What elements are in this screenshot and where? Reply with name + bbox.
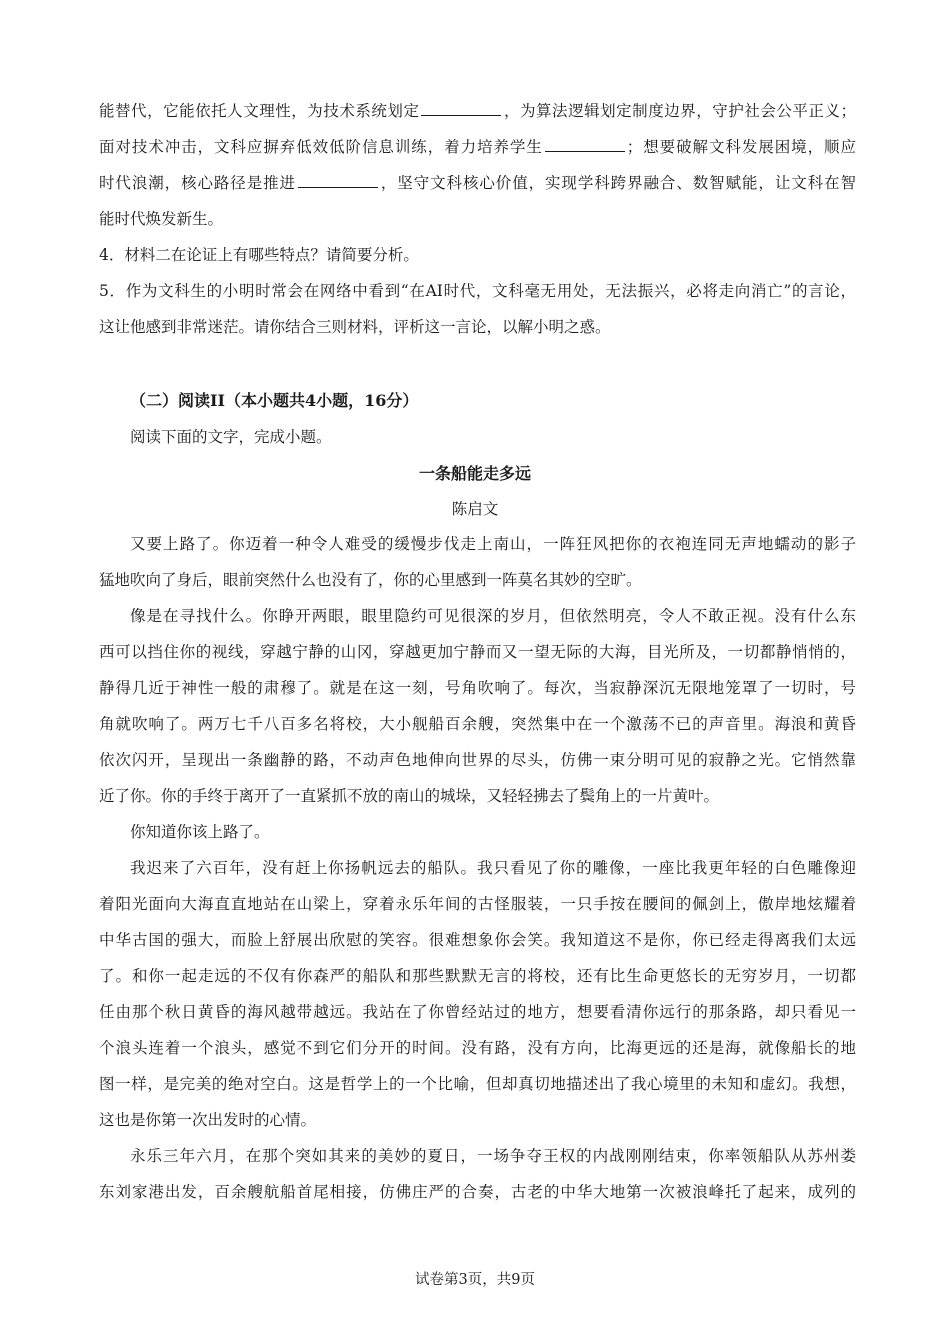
- page-footer: 试卷第3页，共9页: [415, 1272, 535, 1288]
- section-instruction: 阅读下面的文字，完成小题。: [130, 428, 332, 446]
- article-p4-line: 了。和你一起走远的不仅有你森严的船队和那些默默无言的将校，还有比生命更悠长的无穷岁月，一切都: [99, 967, 856, 985]
- fill-blank-2: [545, 137, 625, 152]
- section-title: （二）阅读II（本小题共4小题，16分）: [130, 391, 419, 410]
- article-body: [99, 526, 856, 1210]
- question-5: 5．作为文科生的小明时常会在网络中看到“在AI时代，文科毫无用处，无法振兴，必将走向消亡”的言论， 这让他感到非常迷茫。请你结合三则材料，评析这一言论，以解小明之惑。: [99, 282, 856, 336]
- article-p4-line: 图一样，是完美的绝对空白。这是哲学上的一个比喻，但却真切地描述出了我心境里的未知和虚幻。我想，: [99, 1075, 856, 1093]
- article-p5-line: 东刘家港出发，百余艘航船首尾相接，仿佛庄严的合奏，古老的中华大地第一次被浪峰托了起来，成列的: [99, 1183, 856, 1201]
- continuation-line-1: 能替代，它能依托人文理性，为技术系统划定 ，为算法逻辑划定制度边界，守护社会公平正义；: [99, 102, 856, 120]
- article-p5-line: 永乐三年六月，在那个突如其来的美妙的夏日，一场争夺王权的内战刚刚结束，你率领船队从苏州娄: [130, 1147, 856, 1165]
- article-author: 陈启文: [451, 500, 499, 518]
- fill-blank-3: [298, 173, 378, 188]
- article-p1-line: 又要上路了。你迈着一种令人难受的缓慢步伐走上南山，一阵狂风把你的衣袍连同无声地蠕动的影子: [130, 535, 856, 553]
- article-p2-line: 像是在寻找什么。你睁开两眼，眼里隐约可见很深的岁月，但依然明亮，令人不敢正视。没有什么东: [130, 607, 856, 625]
- continuation-paragraph: [99, 93, 856, 237]
- article-p2-line: 静得几近于神性一般的肃穆了。就是在这一刻，号角吹响了。每次，当寂静深沉无限地笼罩了一切时，号: [99, 679, 856, 697]
- article-p2-line: 角就吹响了。两万七千八百多名将校，大小舰船百余艘，突然集中在一个激荡不已的声音里。海浪和黄昏: [99, 715, 856, 733]
- question-4: 4．材料二在论证上有哪些特点？请简要分析。: [99, 246, 419, 264]
- fill-blank-1: [421, 101, 501, 116]
- article-p4-line: 我迟来了六百年，没有赶上你扬帆远去的船队。我只看见了你的雕像，一座比我更年轻的白色雕像迎: [130, 859, 856, 877]
- article-p4-line: 任由那个秋日黄昏的海风越带越远。我站在了你曾经站过的地方，想要看清你远行的那条路，却只看见一: [99, 1003, 856, 1021]
- article-p4-line: 这也是你第一次出发时的心情。: [99, 1111, 317, 1129]
- article-p4-line: 个浪头连着一个浪头，感觉不到它们分开的时间。没有路，没有方向，比海更远的还是海，就像船长的地: [99, 1039, 856, 1057]
- article-p2-line: 西可以挡住你的视线，穿越宁静的山冈，穿越更加宁静而又一望无际的大海，目光所及，一切都静悄悄的，: [99, 643, 856, 661]
- article-p4-line: 着阳光面向大海直直地站在山梁上，穿着永乐年间的古怪服装，一只手按在腰间的佩剑上，傲岸地炫耀着: [99, 895, 856, 913]
- article-p4-line: 中华古国的强大，而脸上舒展出欣慰的笑容。很难想象你会笑。我知道这不是你，你已经走得离我们太远: [99, 931, 856, 949]
- article-title: 一条船能走多远: [418, 464, 531, 483]
- continuation-line-2: 面对技术冲击，文科应摒弃低效低阶信息训练，着力培养学生 ；想要破解文科发展困境，顺应: [99, 138, 856, 156]
- article-p1-line: 猛地吹向了身后，眼前突然什么也没有了，你的心里感到一阵莫名其妙的空旷。: [99, 571, 642, 589]
- article-p2-line: 近了你。你的手终于离开了一直紧抓不放的南山的城垛，又轻轻拂去了鬓角上的一片黄叶。: [99, 787, 720, 805]
- continuation-line-4: 能时代焕发新生。: [99, 210, 224, 228]
- continuation-line-3: 时代浪潮，核心路径是推进 ，坚守文科核心价值，实现学科跨界融合、数智赋能，让文科在智: [99, 174, 856, 192]
- article-p2-line: 依次闪开，呈现出一条幽静的路，不动声色地伸向世界的尽头，仿佛一束分明可见的寂静之光。它悄然靠: [99, 751, 856, 769]
- article-p3-line: 你知道你该上路了。: [130, 823, 270, 841]
